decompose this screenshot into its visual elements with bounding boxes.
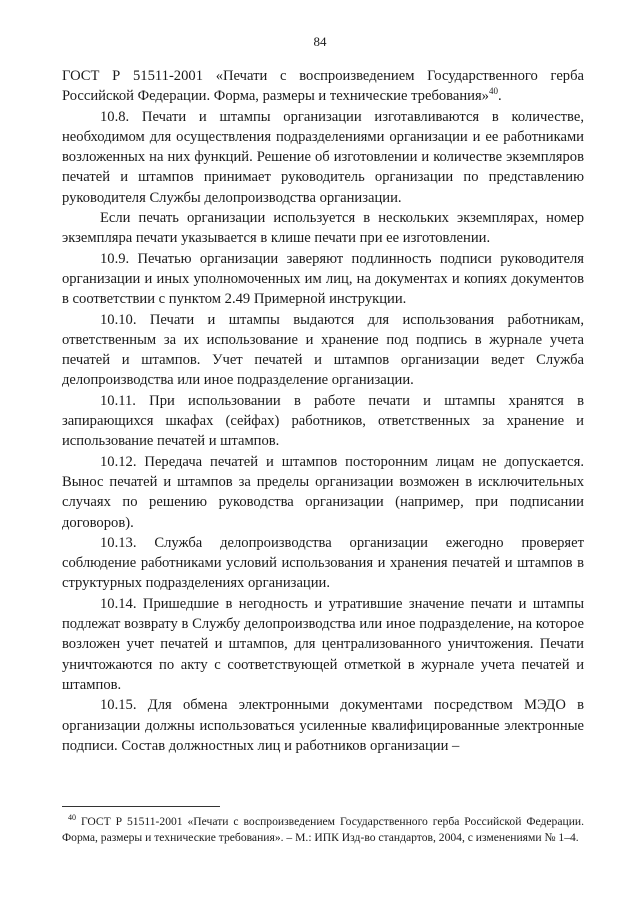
page-number: 84	[313, 34, 327, 49]
footnote-marker: 40	[68, 813, 76, 823]
paragraph-10-9: 10.9. Печатью организации заверяют подлинность подписи руководителя организации и иных уполномоченных им лиц, на документах и копиях документов в соответствии с пунктом 2.49 Примерной инструкции.	[62, 250, 584, 308]
footnote-text: ГОСТ Р 51511-2001 «Печати с воспроизведением Государственного герба Российской Федерации. Форма, размеры и технические требования». – М.: ИПК Изд-во стандартов, 2004, с изменениями № 1–4.	[62, 815, 585, 844]
paragraph-10-8-copies: Если печать организации используется в нескольких экземплярах, номер экземпляра печати указывается в клише печати при ее изготовлении.	[62, 210, 584, 247]
footnote	[62, 814, 584, 846]
paragraph-10-12: 10.12. Передача печатей и штампов посторонним лицам не допускается. Вынос печатей и штампов за пределы организации возможен в исключительных случаях по решению руководства организации (например, при подписании договоров).	[62, 453, 584, 531]
paragraph-10-14: 10.14. Пришедшие в негодность и утратившие значение печати и штампы подлежат возврату в Службу делопроизводства или иное подразделение, на которое возложен учет печатей и штампов, для централизованного уничтожения. Печати уничтожаются по акту с соответствующей отметкой в журнале учета печатей и штампов.	[62, 595, 584, 693]
intro-trailing: .	[497, 88, 502, 105]
footnote-reference[interactable]: 40	[488, 86, 498, 97]
intro-paragraph	[62, 66, 584, 107]
intro-text: ГОСТ Р 51511-2001 «Печати с воспроизведением Государственного герба Российской Федерации. Форма, размеры и технические требования»	[62, 68, 584, 105]
paragraph-10-15: 10.15. Для обмена электронными документами посредством МЭДО в организации должны использоваться усиленные квалифицированные электронные подписи. Состав должностных лиц и работников организации –	[62, 697, 584, 754]
body-text	[62, 66, 584, 756]
paragraph-10-11: 10.11. При использовании в работе печати и штампы хранятся в запирающихся шкафах (сейфах) работников, ответственных за хранение и использование печатей и штампов.	[62, 392, 584, 450]
paragraph-10-13: 10.13. Служба делопроизводства организации ежегодно проверяет соблюдение работниками условий использования и хранения печатей и штампов в структурных подразделениях организации.	[62, 534, 584, 592]
paragraph-10-10: 10.10. Печати и штампы выдаются для использования работникам, ответственным за их использование и хранение под подпись в журнале учета печатей и штампов. Учет печатей и штампов организации ведет Служба делопроизводства или иное подразделение организации.	[62, 311, 584, 389]
footnote-divider	[62, 806, 220, 807]
paragraph-10-8: 10.8. Печати и штампы организации изготавливаются в количестве, необходимом для осуществления подразделениями организации и ее работниками возложенных на них функций. Решение об изготовлении и количестве экземпляров печатей и штампов принимает руководитель организации по представлению руководителя Службы делопроизводства организации.	[62, 108, 584, 206]
